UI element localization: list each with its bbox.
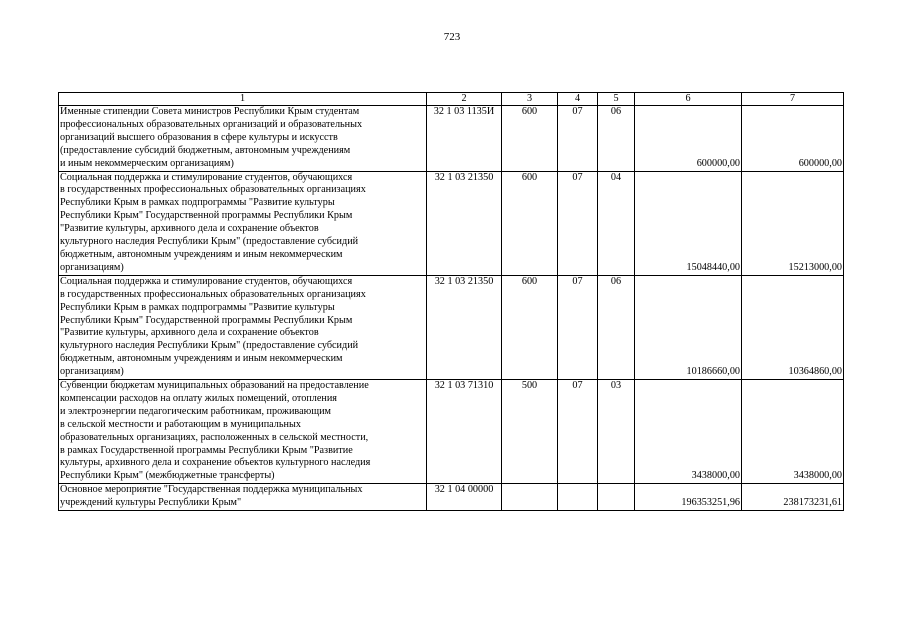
row-col3: 600 (502, 171, 558, 275)
row-col4: 07 (558, 106, 598, 172)
row-amount-6: 3438000,00 (635, 380, 742, 484)
row-amount-6: 15048440,00 (635, 171, 742, 275)
row-amount-6: 196353251,96 (635, 484, 742, 511)
row-code: 32 1 03 71310 (427, 380, 502, 484)
column-header: 2 (427, 93, 502, 106)
row-col4: 07 (558, 380, 598, 484)
row-col5 (598, 484, 635, 511)
row-col4 (558, 484, 598, 511)
column-header: 7 (742, 93, 844, 106)
table-row (59, 171, 844, 275)
row-col3 (502, 484, 558, 511)
row-col3: 600 (502, 275, 558, 379)
column-header: 6 (635, 93, 742, 106)
row-col5: 06 (598, 106, 635, 172)
row-amount-6: 10186660,00 (635, 275, 742, 379)
row-col5: 06 (598, 275, 635, 379)
row-code: 32 1 03 21350 (427, 171, 502, 275)
column-header: 5 (598, 93, 635, 106)
row-code: 32 1 04 00000 (427, 484, 502, 511)
table-row (59, 484, 844, 511)
row-amount-7: 15213000,00 (742, 171, 844, 275)
row-amount-7: 238173231,61 (742, 484, 844, 511)
page-number: 723 (443, 31, 461, 43)
row-amount-7: 600000,00 (742, 106, 844, 172)
row-description: Именные стипендии Совета министров Республики Крым студентам профессиональных образовательных организаций и образовательных организаций высшего образования в сфере культуры и искусств (предоставление субсидий бюджетным, автономным учреждениям и иным некоммерческим организациям) (59, 106, 427, 172)
row-code: 32 1 03 21350 (427, 275, 502, 379)
table-row (59, 106, 844, 172)
row-col5: 03 (598, 380, 635, 484)
column-header: 3 (502, 93, 558, 106)
row-description: Основное мероприятие "Государственная поддержка муниципальных учреждений культуры Республики Крым" (59, 484, 427, 511)
table-header-row (59, 93, 844, 106)
row-description: Социальная поддержка и стимулирование студентов, обучающихся в государственных профессиональных образовательных организациях Республики Крым в рамках подпрограммы "Развитие культуры Республики Крым" Государственной программы Республики Крым "Развитие культуры, архивного дела и сохранение объектов культурного наследия Республики Крым" (предоставление субсидий бюджетным, автономным учреждениям и иным некоммерческим организациям) (59, 275, 427, 379)
row-col5: 04 (598, 171, 635, 275)
row-code: 32 1 03 1135И (427, 106, 502, 172)
row-col3: 600 (502, 106, 558, 172)
row-amount-6: 600000,00 (635, 106, 742, 172)
row-col4: 07 (558, 171, 598, 275)
row-amount-7: 3438000,00 (742, 380, 844, 484)
row-description: Субвенции бюджетам муниципальных образований на предоставление компенсации расходов на оплату жилых помещений, отопления и электроэнергии педагогическим работникам, проживающим в сельской местности и работающим в муниципальных образовательных организациях, расположенных в сельской местности, в рамках Государственной программы Республики Крым "Развитие культуры, архивного дела и сохранение объектов культурного наследия Республики Крым" (межбюджетные трансферты) (59, 380, 427, 484)
column-header: 4 (558, 93, 598, 106)
row-col4: 07 (558, 275, 598, 379)
row-col3: 500 (502, 380, 558, 484)
table-row (59, 380, 844, 484)
column-header: 1 (59, 93, 427, 106)
row-amount-7: 10364860,00 (742, 275, 844, 379)
budget-table (58, 92, 844, 511)
row-description: Социальная поддержка и стимулирование студентов, обучающихся в государственных профессиональных образовательных организациях Республики Крым в рамках подпрограммы "Развитие культуры Республики Крым" Государственной программы Республики Крым "Развитие культуры, архивного дела и сохранение объектов культурного наследия Республики Крым" (предоставление субсидий бюджетным, автономным учреждениям и иным некоммерческим организациям) (59, 171, 427, 275)
table-row (59, 275, 844, 379)
